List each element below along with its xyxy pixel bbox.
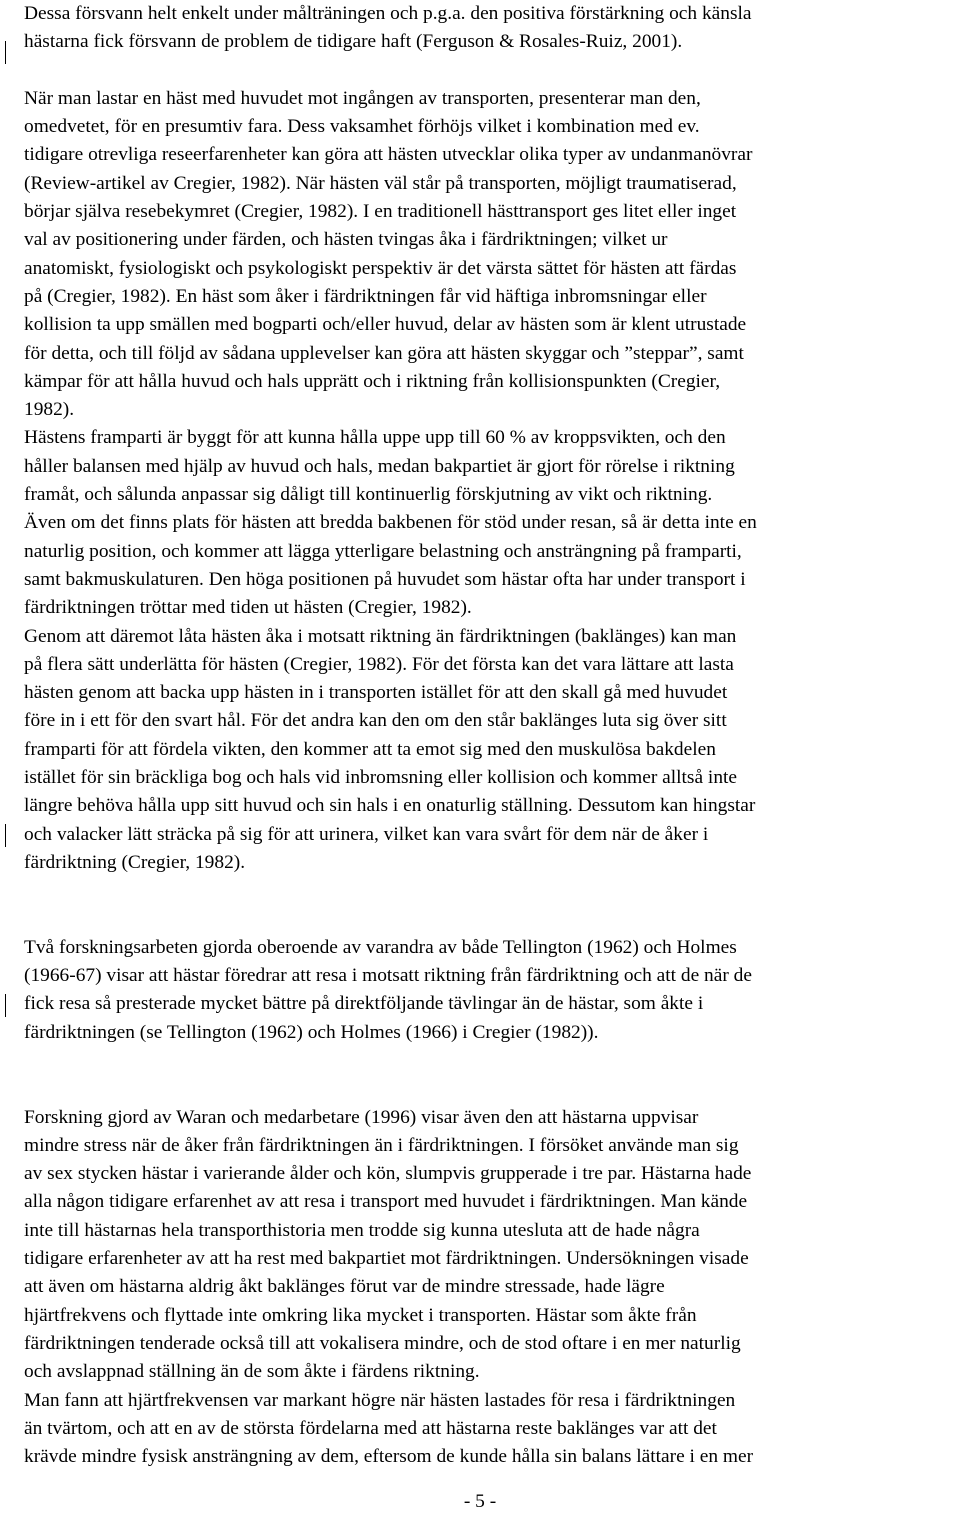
text-line: inte till hästarnas hela transporthistoria men trodde sig kunna utesluta att de hade några (24, 1219, 700, 1241)
paragraph (24, 1104, 960, 1387)
text-line: När man lastar en häst med huvudet mot ingången av transporten, presenterar man den, (24, 87, 701, 109)
paragraph (24, 85, 960, 425)
text-line: färdriktningen tenderade också till att vokalisera mindre, och de stod oftare i en mer naturlig (24, 1332, 741, 1354)
text-line: fick resa så presterade mycket bättre på direktföljande tävlingar än de hästar, som åkte i (24, 993, 704, 1015)
change-bar (5, 41, 6, 64)
text-line: Hästens framparti är byggt för att kunna hålla uppe upp till 60 % av kroppsvikten, och den (24, 427, 726, 449)
text-line: (1966-67) visar att hästar föredrar att resa i motsatt riktning från färdriktning och att de när de (24, 965, 752, 987)
text-line: istället för sin bräckliga bog och hals vid inbromsning eller kollision och kommer alltså inte (24, 767, 738, 789)
text-line: Dessa försvann helt enkelt under målträningen och p.g.a. den positiva förstärkning och känsla (24, 3, 752, 24)
text-line: kämpar för att hålla huvud och hals upprätt och i riktning från kollisionspunkten (Cregier, (24, 370, 721, 392)
text-line: längre behöva hålla upp sitt huvud och sin hals i en onaturlig ställning. Dessutom kan hingstar (24, 795, 756, 817)
text-line: anatomiskt, fysiologiskt och psykologiskt perspektiv är det värsta sättet för hästen att färdas (24, 257, 737, 279)
text-line: håller balansen med hjälp av huvud och hals, medan bakpartiet är gjort för rörelse i riktning (24, 455, 735, 477)
text-line: val av positionering under färden, och hästen tvingas åka i färdriktningen; vilket ur (24, 229, 668, 251)
text-line: krävde mindre fysisk ansträngning av dem, eftersom de kunde hålla sin balans lättare i en mer (24, 1446, 754, 1468)
paragraph (24, 1387, 960, 1472)
text-line: av sex stycken hästar i varierande ålder och kön, slumpvis grupperade i tre par. Hästarna hade (24, 1163, 752, 1185)
text-line: omedvetet, för en presumtiv fara. Dess vaksamhet förhöjs vilket i kombination med ev. (24, 116, 700, 138)
text-line: samt bakmuskulaturen. Den höga positionen på huvudet som hästar ofta har under transport i (24, 568, 746, 590)
text-line: på flera sätt underlätta för hästen (Cregier, 1982). För det första kan det vara lättare att lasta (24, 653, 734, 675)
paragraph-gap (24, 57, 960, 85)
paragraph (24, 424, 960, 622)
text-line: 1982). (24, 399, 75, 421)
text-line: (Review-artikel av Cregier, 1982). När hästen väl står på transporten, möjligt traumatiserad, (24, 172, 737, 194)
paragraph (24, 934, 960, 1047)
page-number: - 5 - (463, 1491, 497, 1512)
text-line: framparti för att fördela vikten, den kommer att ta emot sig med den muskulösa bakdelen (24, 738, 716, 760)
text-line: före in i ett för den svart hål. För det andra kan den om den står baklänges luta sig över sitt (24, 710, 727, 732)
text-line: på (Cregier, 1982). En häst som åker i färdriktningen får vid häftiga inbromsningar eller (24, 285, 707, 307)
text-line: naturlig position, och kommer att lägga ytterligare belastning och ansträngning på framparti, (24, 540, 742, 562)
text-line: mindre stress när de åker från färdriktningen än i färdriktningen. I försöket använde man sig (24, 1134, 739, 1156)
text-line: hästarna fick försvann de problem de tidigare haft (Ferguson & Rosales-Ruiz, 2001). (24, 31, 683, 53)
paragraph-gap (24, 1047, 960, 1075)
paragraph-gap (24, 877, 960, 905)
text-line: Även om det finns plats för hästen att bredda bakbenen för stöd under resan, så är detta inte en (24, 512, 757, 534)
text-line: alla någon tidigare erfarenhet av att resa i transport med huvudet i färdriktningen. Man kände (24, 1191, 748, 1213)
text-line: och avslappnad ställning än de som åkte i färdens riktning. (24, 1361, 480, 1383)
text-line: än tvärtom, och att en av de största fördelarna med att hästarna reste baklänges var att det (24, 1417, 717, 1439)
text-line: framåt, och sålunda anpassar sig dåligt till kontinuerlig förskjutning av vikt och riktning. (24, 484, 713, 506)
text-line: färdriktning (Cregier, 1982). (24, 851, 246, 873)
text-line: Forskning gjord av Waran och medarbetare (1996) visar även den att hästarna uppvisar (24, 1106, 699, 1128)
text-line: tidigare erfarenheter av att ha rest med bakpartiet mot färdriktningen. Undersökningen visade (24, 1248, 749, 1270)
paragraph-gap (24, 1075, 960, 1103)
text-line: att även om hästarna aldrig åkt baklänges förut var de mindre stressade, hade lägre (24, 1276, 665, 1298)
paragraph (24, 623, 960, 878)
text-line: Genom att däremot låta hästen åka i motsatt riktning än färdriktningen (baklänges) kan man (24, 625, 737, 647)
text-line: för detta, och till följd av sådana upplevelser kan göra att hästen skyggar och ”steppar”, samt (24, 342, 744, 364)
change-bar (5, 994, 6, 1017)
text-line: Två forskningsarbeten gjorda oberoende av varandra av både Tellington (1962) och Holmes (24, 936, 737, 958)
text-line: kollision ta upp smällen med bogparti och/eller huvud, delar av hästen som är klent utrustade (24, 314, 747, 336)
change-bar (5, 824, 6, 847)
text-line: och valacker lätt sträcka på sig för att urinera, vilket kan vara svårt för dem när de åker i (24, 823, 709, 845)
text-line: färdriktningen (se Tellington (1962) och Holmes (1966) i Cregier (1982)). (24, 1021, 599, 1043)
paragraph-gap (24, 906, 960, 934)
text-line: Man fann att hjärtfrekvensen var markant högre när hästen lastades för resa i färdriktningen (24, 1389, 736, 1411)
text-line: tidigare otrevliga reseerfarenheter kan göra att hästen utvecklar olika typer av undanmanövrar (24, 144, 753, 166)
body-text (24, 0, 960, 1471)
text-line: börjar själva resebekymret (Cregier, 1982). I en traditionell hästtransport ges litet eller inget (24, 201, 737, 223)
text-line: färdriktningen tröttar med tiden ut hästen (Cregier, 1982). (24, 597, 472, 619)
text-line: hjärtfrekvens och flyttade inte omkring lika mycket i transporten. Hästar som åkte från (24, 1304, 697, 1326)
text-line: hästen genom att backa upp hästen in i transporten istället för att den skall gå med huvudet (24, 682, 728, 704)
paragraph (24, 0, 960, 57)
